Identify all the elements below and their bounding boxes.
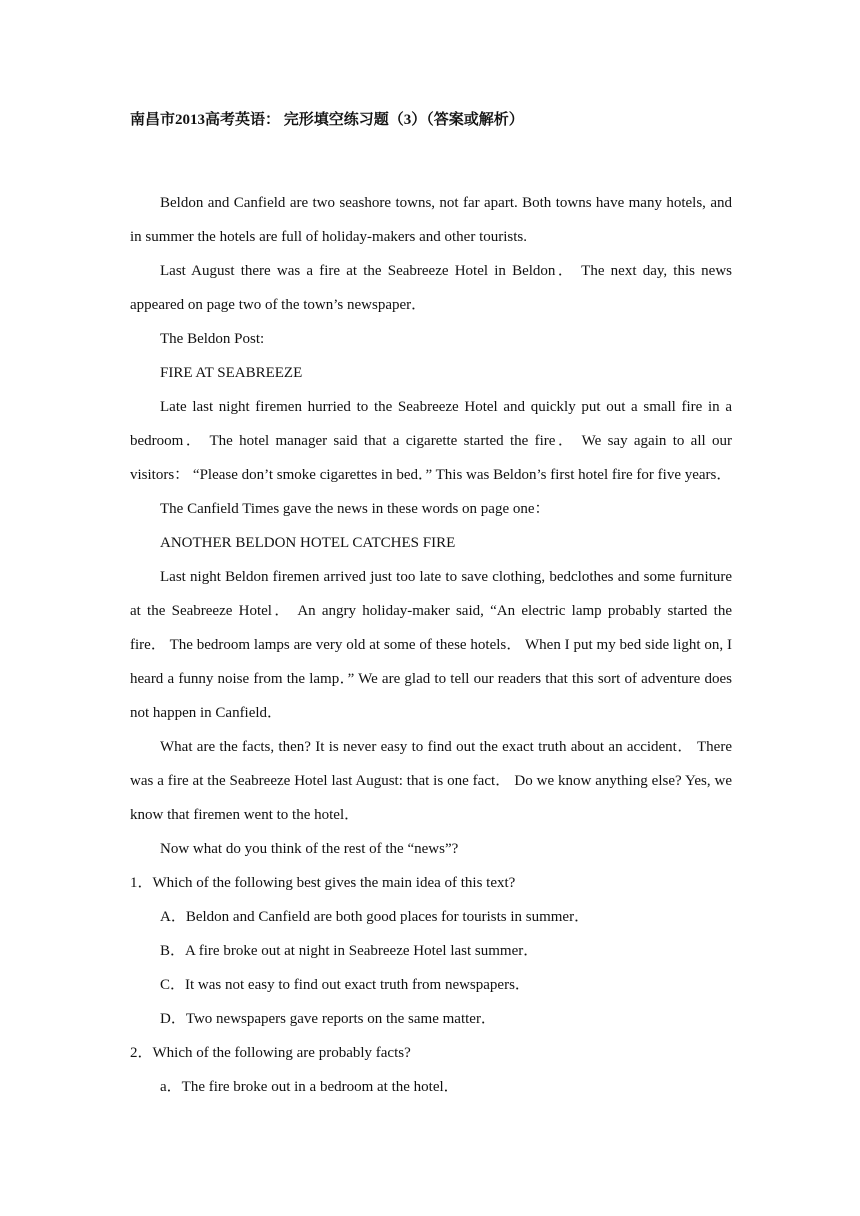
option-c: C．It was not easy to find out exact truth from newspapers． (160, 977, 530, 993)
paragraph-facts: What are the facts, then? It is never easy to find out the exact truth about an accident． There was a fire at the Seabreeze Hotel last August: that is one fact． Do we know anything else? Yes, we know that firemen went to the hotel． (130, 739, 732, 823)
paragraph-beldon-post-article: Late last night firemen hurried to the Seabreeze Hotel and quickly put out a small fire in a bedroom． The hotel manager said that a cigarette started the fire． We say again to all our visitors： “Please don’t smoke cigarettes in bed．” This was Beldon’s first hotel fire for five years． (130, 399, 732, 483)
paragraph-intro: Beldon and Canfield are two seashore towns, not far apart. Both towns have many hotels, and in summer the hotels are full of holiday-makers and other tourists. (130, 195, 732, 245)
option-a: a．The fire broke out in a bedroom at the hotel． (160, 1079, 459, 1095)
option-a: A．Beldon and Canfield are both good places for tourists in summer． (160, 909, 590, 925)
headline-canfield-times: ANOTHER BELDON HOTEL CATCHES FIRE (160, 535, 456, 551)
newspaper-name-beldon-post: The Beldon Post: (160, 331, 265, 347)
question-stem: 1．Which of the following best gives the main idea of this text? (130, 875, 516, 891)
paragraph-canfield-times-article: Last night Beldon firemen arrived just too late to save clothing, bedclothes and some furniture at the Seabreeze Hotel． An angry holiday-maker said, “An electric lamp probably started the fire． The bedroom lamps are very old at some of these hotels． When I put my bed side light on, I heard a funny noise from the lamp．” We are glad to tell our readers that this sort of adventure does not happen in Canfield． (130, 569, 732, 721)
document-body (130, 108, 732, 1104)
option-d: D．Two newspapers gave reports on the same matter． (160, 1011, 496, 1027)
question-1 (130, 866, 732, 1036)
option-b: B．A fire broke out at night in Seabreeze Hotel last summer． (160, 943, 539, 959)
question-stem: 2．Which of the following are probably facts? (130, 1045, 411, 1061)
question-2 (130, 1036, 732, 1104)
paragraph-fire-news: Last August there was a fire at the Seabreeze Hotel in Beldon． The next day, this news appeared on page two of the town’s newspaper． (130, 263, 732, 313)
document-title: 南昌市2013高考英语： 完形填空练习题（3）（答案或解析） (130, 112, 524, 128)
headline-beldon-post: FIRE AT SEABREEZE (160, 365, 303, 381)
paragraph-rest-of-news: Now what do you think of the rest of the “news”? (160, 841, 459, 857)
paragraph-canfield-times-intro: The Canfield Times gave the news in these words on page one： (160, 501, 550, 517)
